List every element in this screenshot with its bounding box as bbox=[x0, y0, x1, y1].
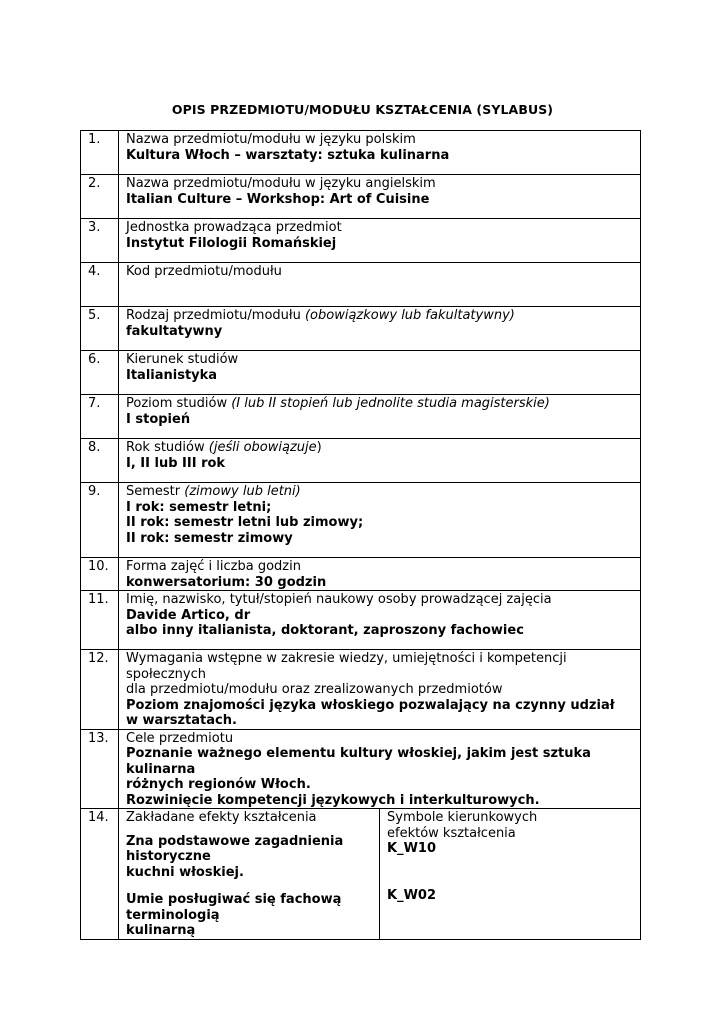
row-content bbox=[119, 591, 641, 650]
effect-line: kuchni włoskiej. bbox=[126, 864, 244, 880]
row-number: 5. bbox=[81, 307, 119, 351]
field-value: I, II lub III rok bbox=[126, 455, 226, 471]
learning-effect-item bbox=[126, 892, 373, 939]
field-value: Italianistyka bbox=[126, 367, 218, 383]
symbols-label-line: Symbole kierunkowych bbox=[387, 810, 538, 825]
effects-label: Zakładane efekty kształcenia bbox=[126, 810, 317, 825]
table-row bbox=[81, 729, 641, 809]
field-label-line: Wymagania wstępne w zakresie wiedzy, umiejętności i kompetencji społecznych bbox=[126, 651, 567, 682]
field-label: Kierunek studiów bbox=[126, 352, 239, 367]
field-label-after: ) bbox=[316, 440, 322, 455]
field-label-note: (jeśli obowiązuje bbox=[208, 440, 317, 455]
field-label-note: (I lub II stopień lub jednolite studia magisterskie) bbox=[231, 396, 550, 411]
row-number: 1. bbox=[81, 131, 119, 175]
field-value-line: II rok: semestr letni lub zimowy; bbox=[126, 515, 364, 530]
field-value-line: Rozwinięcie kompetencji językowych i interkulturowych. bbox=[126, 792, 540, 808]
row-number: 9. bbox=[81, 483, 119, 558]
effect-line: Umie posługiwać się fachową terminologią bbox=[126, 892, 342, 923]
field-label: Jednostka prowadząca przedmiot bbox=[126, 220, 342, 235]
row-number: 2. bbox=[81, 175, 119, 219]
row-content bbox=[119, 351, 641, 395]
field-value-line: II rok: semestr zimowy bbox=[126, 530, 293, 546]
field-value-line: Davide Artico, dr bbox=[126, 607, 251, 623]
table-row bbox=[81, 131, 641, 175]
field-label-note: (zimowy lub letni) bbox=[184, 484, 301, 499]
row-content bbox=[119, 439, 641, 483]
table-row bbox=[81, 263, 641, 307]
table-row bbox=[81, 175, 641, 219]
symbols-cell bbox=[380, 809, 641, 940]
field-label-text: Rok studiów bbox=[126, 440, 209, 455]
row-content bbox=[119, 263, 641, 307]
table-row bbox=[81, 650, 641, 730]
table-row bbox=[81, 558, 641, 591]
field-label: Cele przedmiotu bbox=[126, 730, 234, 746]
row-content bbox=[119, 175, 641, 219]
field-value: Italian Culture – Workshop: Art of Cuisine bbox=[126, 191, 430, 207]
row-content bbox=[119, 307, 641, 351]
row-content bbox=[119, 131, 641, 175]
effect-line: Zna podstawowe zagadnienia historyczne bbox=[126, 833, 344, 864]
field-value-line: różnych regionów Włoch. bbox=[126, 777, 311, 792]
field-value: Instytut Filologii Romańskiej bbox=[126, 235, 337, 251]
table-row bbox=[81, 439, 641, 483]
field-value: konwersatorium: 30 godzin bbox=[126, 574, 327, 590]
row-number: 7. bbox=[81, 395, 119, 439]
row-content bbox=[119, 395, 641, 439]
field-label: Imię, nazwisko, tytuł/stopień naukowy osoby prowadzącej zajęcia bbox=[126, 592, 552, 607]
row-number: 3. bbox=[81, 219, 119, 263]
syllabus-table bbox=[80, 130, 641, 940]
field-value: fakultatywny bbox=[126, 323, 223, 339]
field-label-text: Rodzaj przedmiotu/modułu bbox=[126, 308, 305, 323]
row-number: 6. bbox=[81, 351, 119, 395]
table-row bbox=[81, 351, 641, 395]
field-label bbox=[126, 396, 634, 412]
row-content bbox=[119, 650, 641, 730]
table-row bbox=[81, 307, 641, 351]
effect-line: kulinarną bbox=[126, 923, 196, 938]
row-number: 11. bbox=[81, 591, 119, 650]
row-number: 8. bbox=[81, 439, 119, 483]
field-value: I stopień bbox=[126, 411, 191, 427]
row-content bbox=[119, 558, 641, 591]
field-label bbox=[126, 484, 634, 500]
table-row bbox=[81, 809, 641, 940]
row-content bbox=[119, 483, 641, 558]
learning-effect-item bbox=[126, 834, 373, 881]
field-value-line: Poziom znajomości języka włoskiego pozwalający na czynny udział bbox=[126, 697, 615, 713]
field-label-text: Poziom studiów bbox=[126, 396, 232, 411]
effects-cell bbox=[119, 809, 380, 940]
row-number: 12. bbox=[81, 650, 119, 730]
row-number: 4. bbox=[81, 263, 119, 307]
table-row bbox=[81, 395, 641, 439]
row-number: 14. bbox=[81, 809, 119, 940]
field-label: Kod przedmiotu/modułu bbox=[126, 264, 282, 279]
row-number: 13. bbox=[81, 729, 119, 809]
field-label: Forma zajęć i liczba godzin bbox=[126, 559, 301, 574]
field-label-text: Semestr bbox=[126, 484, 185, 499]
field-label: Nazwa przedmiotu/modułu w języku polskim bbox=[126, 132, 416, 147]
field-value-line: Poznanie ważnego elementu kultury włoskiej, jakim jest sztuka kulinarna bbox=[126, 746, 591, 777]
row-number: 10. bbox=[81, 558, 119, 591]
field-label-line: dla przedmiotu/modułu oraz zrealizowanych przedmiotów bbox=[126, 682, 503, 697]
table-row bbox=[81, 591, 641, 650]
field-value-line: albo inny italianista, doktorant, zaproszony fachowiec bbox=[126, 623, 524, 638]
field-label-note: (obowiązkowy lub fakultatywny) bbox=[304, 308, 515, 323]
field-value: Kultura Włoch – warsztaty: sztuka kulinarna bbox=[126, 147, 450, 163]
symbols-label-line: efektów kształcenia bbox=[387, 825, 516, 841]
field-value-line: w warsztatach. bbox=[126, 713, 237, 728]
row-content bbox=[119, 729, 641, 809]
effect-symbol: K_W10 bbox=[387, 841, 437, 856]
document-title: OPIS PRZEDMIOTU/MODUŁU KSZTAŁCENIA (SYLABUS) bbox=[171, 102, 554, 117]
row-content bbox=[119, 219, 641, 263]
table-row bbox=[81, 483, 641, 558]
effect-symbol: K_W02 bbox=[387, 887, 437, 903]
field-label: Nazwa przedmiotu/modułu w języku angielskim bbox=[126, 176, 436, 191]
field-label bbox=[126, 440, 634, 456]
table-row bbox=[81, 219, 641, 263]
field-label bbox=[126, 308, 634, 324]
field-value-line: I rok: semestr letni; bbox=[126, 499, 272, 515]
